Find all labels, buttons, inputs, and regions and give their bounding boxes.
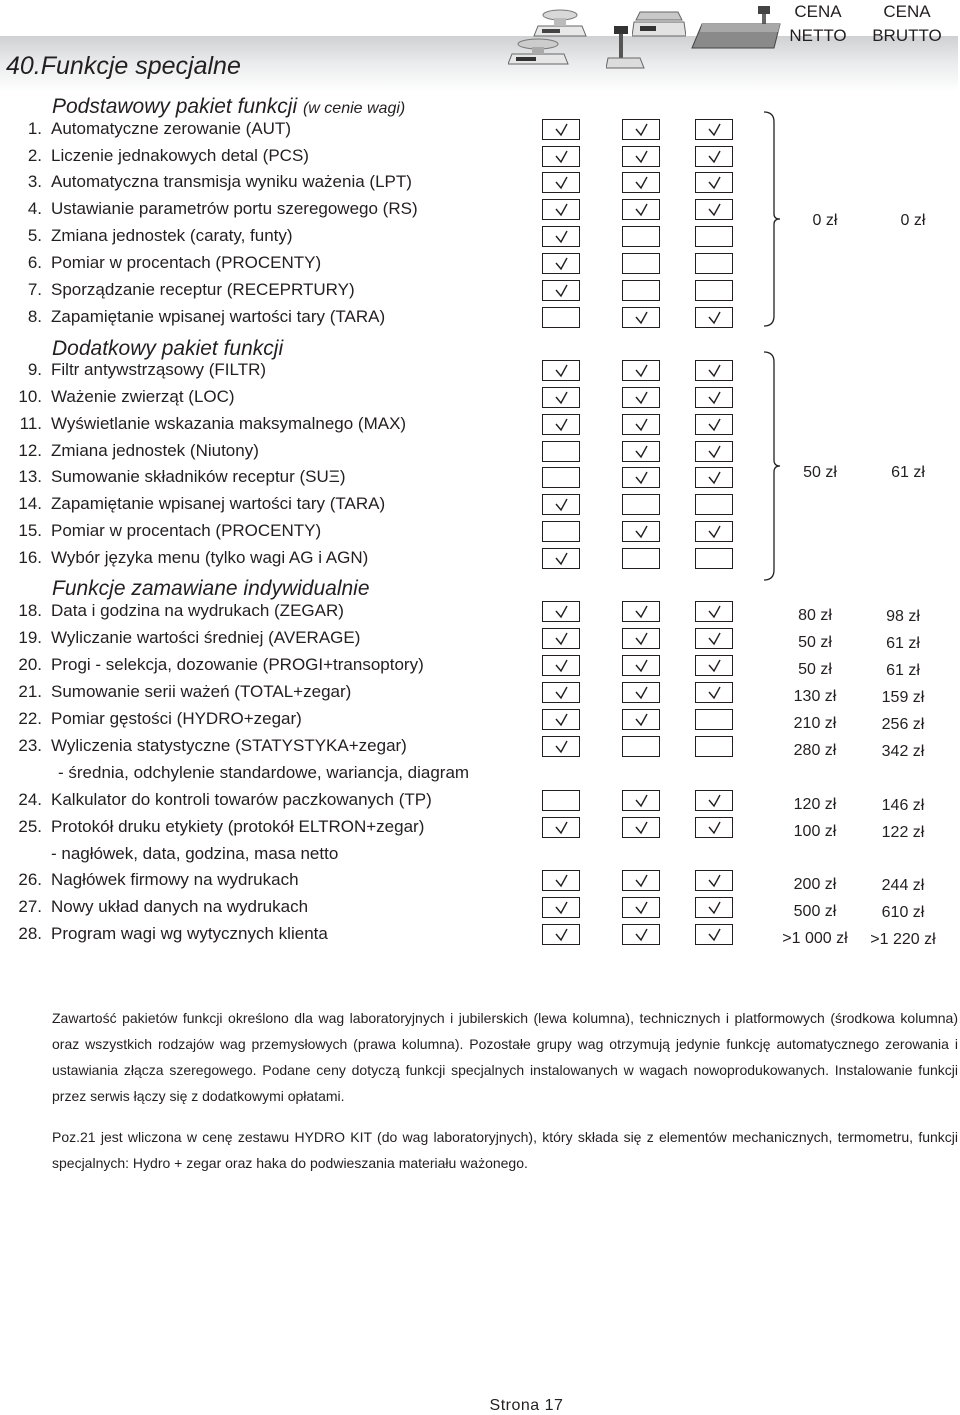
checkbox-col-1: [542, 628, 580, 649]
row-number: 27.: [18, 897, 42, 916]
row-net-price: 50 zł: [798, 634, 832, 651]
checkbox-col-1: [542, 521, 580, 542]
row-number: 19.: [18, 628, 42, 647]
row-net-price: 200 zł: [793, 876, 837, 893]
row-number: 2.: [27, 146, 42, 165]
checkbox-col-3: [695, 655, 733, 676]
checkbox-col-2: [622, 387, 660, 408]
row-label: Pomiar w procentach (PROCENTY): [51, 521, 322, 540]
laboratory-scale-icon: [532, 6, 588, 40]
row-label: Nagłówek firmowy na wydrukach: [51, 870, 299, 889]
checkbox-col-2: [622, 414, 660, 435]
check-icon: [708, 364, 722, 378]
checkbox-col-1: [542, 897, 580, 918]
header-gross-line-1: CENA: [883, 2, 931, 21]
row-net-price: 50 zł: [798, 661, 832, 678]
row-net-price: 280 zł: [793, 742, 837, 759]
row-gross-price: 61 zł: [886, 662, 920, 679]
row-number: 21.: [18, 682, 42, 701]
checkbox-col-1: [542, 146, 580, 167]
row-label: Zapamiętanie wpisanej wartości tary (TARA): [51, 307, 386, 326]
check-icon: [635, 605, 649, 619]
checkbox-col-3: [695, 709, 733, 730]
check-icon: [708, 821, 722, 835]
row-gross-price: >1 220 zł: [870, 931, 936, 948]
row-number: 8.: [27, 307, 42, 326]
section-custom-title: Funkcje zamawiane indywidualnie: [52, 577, 370, 600]
checkbox-col-1: [542, 790, 580, 811]
row-label: Filtr antywstrząsowy (FILTR): [51, 360, 267, 379]
row-label: Sumowanie serii ważeń (TOTAL+zegar): [51, 682, 352, 701]
checkbox-col-1: [542, 199, 580, 220]
check-icon: [555, 150, 569, 164]
checkbox-col-1: [542, 441, 580, 462]
row-label: Ustawianie parametrów portu szeregowego (RS): [51, 199, 418, 218]
column-scale-icon: [606, 22, 646, 72]
check-icon: [708, 659, 722, 673]
check-icon: [635, 123, 649, 137]
check-icon: [555, 821, 569, 835]
checkbox-col-3: [695, 897, 733, 918]
row-gross-price: 256 zł: [881, 716, 925, 733]
check-icon: [555, 713, 569, 727]
row-label: Wyświetlanie wskazania maksymalnego (MAX): [51, 414, 407, 433]
check-icon: [555, 364, 569, 378]
checkbox-col-1: [542, 548, 580, 569]
row-number: 7.: [27, 280, 42, 299]
checkbox-col-1: [542, 601, 580, 622]
row-net-price: 120 zł: [793, 796, 837, 813]
row-label: Ważenie zwierząt (LOC): [51, 387, 235, 406]
header-gross-line-2: BRUTTO: [872, 26, 942, 45]
row-label: Zmiana jednostek (caraty, funty): [51, 226, 293, 245]
check-icon: [555, 605, 569, 619]
checkbox-col-1: [542, 870, 580, 891]
checkbox-col-2: [622, 360, 660, 381]
row-number: 23.: [18, 736, 42, 755]
check-icon: [635, 445, 649, 459]
row-number: 26.: [18, 870, 42, 889]
row-gross-price: 61 zł: [886, 635, 920, 652]
check-icon: [708, 311, 722, 325]
row-number: 25.: [18, 817, 42, 836]
row-gross-price: 342 zł: [881, 743, 925, 760]
checkbox-col-1: [542, 467, 580, 488]
row-label: Protokół druku etykiety (protokół ELTRON+zegar): [51, 817, 425, 836]
row-label: Wyliczenia statystyczne (STATYSTYKA+zegar): [51, 736, 407, 755]
basic-net-price: 0 zł: [812, 212, 838, 229]
row-label: Pomiar gęstości (HYDRO+zegar): [51, 709, 302, 728]
row-number: 10.: [18, 387, 42, 406]
row-label: Wybór języka menu (tylko wagi AG i AGN): [51, 548, 369, 567]
checkbox-col-1: [542, 280, 580, 301]
label-print-subline: - nagłówek, data, godzina, masa netto: [51, 844, 339, 863]
row-label: Progi - selekcja, dozowanie (PROGI+transoptory): [51, 655, 424, 674]
check-icon: [708, 391, 722, 405]
row-label: Zapamiętanie wpisanej wartości tary (TARA): [51, 494, 386, 513]
checkbox-col-2: [622, 467, 660, 488]
checkbox-col-2: [622, 655, 660, 676]
page-title: 40.Funkcje specjalne: [6, 52, 241, 80]
row-number: 13.: [18, 467, 42, 486]
check-icon: [555, 257, 569, 271]
checkbox-col-3: [695, 307, 733, 328]
check-icon: [635, 901, 649, 915]
check-icon: [555, 391, 569, 405]
checkbox-col-2: [622, 709, 660, 730]
checkbox-col-3: [695, 467, 733, 488]
check-icon: [708, 525, 722, 539]
extra-gross-price: 61 zł: [891, 464, 925, 481]
check-icon: [635, 686, 649, 700]
row-gross-price: 244 zł: [881, 877, 925, 894]
checkbox-col-3: [695, 226, 733, 247]
check-icon: [635, 364, 649, 378]
checkbox-col-2: [622, 817, 660, 838]
checkbox-col-1: [542, 119, 580, 140]
check-icon: [635, 713, 649, 727]
row-label: Pomiar w procentach (PROCENTY): [51, 253, 322, 272]
check-icon: [635, 203, 649, 217]
checkbox-col-3: [695, 387, 733, 408]
header-net-line-1: CENA: [794, 2, 842, 21]
checkbox-col-2: [622, 601, 660, 622]
row-label: Liczenie jednakowych detal (PCS): [51, 146, 309, 165]
row-number: 1.: [27, 119, 42, 138]
checkbox-col-2: [622, 441, 660, 462]
checkbox-col-1: [542, 360, 580, 381]
checkbox-col-3: [695, 199, 733, 220]
checkbox-col-3: [695, 494, 733, 515]
row-number: 6.: [27, 253, 42, 272]
row-label: Sporządzanie receptur (RECEPRTURY): [51, 280, 355, 299]
checkbox-col-2: [622, 736, 660, 757]
row-label: Nowy układ danych na wydrukach: [51, 897, 309, 916]
checkbox-col-2: [622, 790, 660, 811]
checkbox-col-2: [622, 119, 660, 140]
row-net-price: 130 zł: [793, 688, 837, 705]
row-number: 14.: [18, 494, 42, 513]
checkbox-col-2: [622, 172, 660, 193]
checkbox-col-3: [695, 682, 733, 703]
header-net-price: [785, 0, 851, 48]
check-icon: [635, 150, 649, 164]
section-basic-note: (w cenie wagi): [302, 100, 406, 117]
extra-net-price: 50 zł: [803, 464, 837, 481]
checkbox-col-3: [695, 119, 733, 140]
check-icon: [555, 230, 569, 244]
check-icon: [708, 928, 722, 942]
row-number: 24.: [18, 790, 42, 809]
check-icon: [555, 659, 569, 673]
row-label: Automatyczna transmisja wyniku ważenia (LPT): [51, 172, 412, 191]
check-icon: [555, 686, 569, 700]
checkbox-col-3: [695, 736, 733, 757]
check-icon: [708, 203, 722, 217]
check-icon: [635, 176, 649, 190]
check-icon: [708, 150, 722, 164]
row-net-price: 80 zł: [798, 607, 832, 624]
checkbox-col-1: [542, 307, 580, 328]
check-icon: [555, 418, 569, 432]
check-icon: [635, 418, 649, 432]
analytical-balance-icon: [508, 36, 570, 68]
check-icon: [708, 901, 722, 915]
row-number: 12.: [18, 441, 42, 460]
row-number: 5.: [27, 226, 42, 245]
platform-scale-icon: [690, 4, 786, 56]
checkbox-col-3: [695, 790, 733, 811]
row-net-price: 500 zł: [793, 903, 837, 920]
check-icon: [555, 176, 569, 190]
header-gross-price: [866, 0, 948, 48]
footer-paragraph-1: Zawartość pakietów funkcji określono dla wag laboratoryjnych i jubilerskich (lewa kolumna), technicznych i platformowych (środkowa kolumna) oraz wszystkich rodzajów wag przemysłowych (prawa kolumna). Pozostałe grupy wag otrzymują jedynie funkcję automatycznego zerowania i ustawiania złącza szeregowego. Podane ceny dotyczą funkcji specjalnych instalowanych w wagach nowoprodukowanych. Instalowanie funkcji przez serwis łączy się z dodatkowymi opłatami.: [52, 1010, 958, 1104]
checkbox-col-1: [542, 226, 580, 247]
row-number: 28.: [18, 924, 42, 943]
checkbox-col-2: [622, 628, 660, 649]
row-net-price: 100 zł: [793, 823, 837, 840]
checkbox-col-1: [542, 655, 580, 676]
checkbox-col-1: [542, 414, 580, 435]
checkbox-col-2: [622, 199, 660, 220]
check-icon: [555, 552, 569, 566]
section-basic-title: [52, 95, 405, 119]
checkbox-col-3: [695, 146, 733, 167]
check-icon: [708, 686, 722, 700]
row-number: 3.: [27, 172, 42, 191]
check-icon: [635, 632, 649, 646]
row-gross-price: 159 zł: [881, 689, 925, 706]
check-icon: [635, 525, 649, 539]
checkbox-col-2: [622, 146, 660, 167]
row-gross-price: 98 zł: [886, 608, 920, 625]
checkbox-col-3: [695, 414, 733, 435]
section-basic-title-text: Podstawowy pakiet funkcji: [52, 95, 298, 118]
basic-gross-price: 0 zł: [900, 212, 926, 229]
checkbox-col-2: [622, 897, 660, 918]
checkbox-col-2: [622, 253, 660, 274]
row-label: Wyliczanie wartości średniej (AVERAGE): [51, 628, 361, 647]
footer-paragraph-2: Poz.21 jest wliczona w cenę zestawu HYDRO KIT (do wag laboratoryjnych), który składa się z elementów mechanicznych, termometru, funkcji specjalnych: Hydro + zegar oraz haka do podwieszania materiału ważonego.: [52, 1129, 958, 1171]
checkbox-col-2: [622, 548, 660, 569]
check-icon: [555, 498, 569, 512]
check-icon: [708, 632, 722, 646]
row-gross-price: 146 zł: [881, 797, 925, 814]
check-icon: [635, 659, 649, 673]
check-icon: [708, 794, 722, 808]
check-icon: [708, 123, 722, 137]
checkbox-col-3: [695, 360, 733, 381]
checkbox-col-3: [695, 280, 733, 301]
stats-subline: - średnia, odchylenie standardowe, wariancja, diagram: [58, 763, 470, 782]
checkbox-col-3: [695, 441, 733, 462]
header-net-line-2: NETTO: [789, 26, 847, 45]
checkbox-col-2: [622, 521, 660, 542]
checkbox-col-1: [542, 172, 580, 193]
checkbox-col-1: [542, 736, 580, 757]
checkbox-col-3: [695, 870, 733, 891]
checkbox-col-2: [622, 494, 660, 515]
check-icon: [555, 632, 569, 646]
check-icon: [708, 418, 722, 432]
check-icon: [708, 176, 722, 190]
check-icon: [708, 471, 722, 485]
checkbox-col-1: [542, 682, 580, 703]
checkbox-col-3: [695, 628, 733, 649]
row-gross-price: 122 zł: [881, 824, 925, 841]
check-icon: [708, 445, 722, 459]
row-gross-price: 610 zł: [881, 904, 925, 921]
check-icon: [555, 874, 569, 888]
checkbox-col-2: [622, 924, 660, 945]
checkbox-col-2: [622, 226, 660, 247]
check-icon: [555, 203, 569, 217]
row-number: 11.: [19, 414, 42, 433]
row-label: Data i godzina na wydrukach (ZEGAR): [51, 601, 344, 620]
checkbox-col-3: [695, 548, 733, 569]
checkbox-col-2: [622, 307, 660, 328]
row-net-price: >1 000 zł: [782, 930, 848, 947]
footer-note-2: [52, 1124, 958, 1176]
checkbox-col-3: [695, 924, 733, 945]
row-number: 20.: [18, 655, 42, 674]
check-icon: [635, 311, 649, 325]
section-extra-title: Dodatkowy pakiet funkcji: [52, 337, 284, 360]
checkbox-col-2: [622, 682, 660, 703]
row-number: 9.: [27, 360, 42, 379]
checkbox-col-3: [695, 817, 733, 838]
row-number: 4.: [27, 199, 42, 218]
checkbox-col-1: [542, 817, 580, 838]
checkbox-col-1: [542, 924, 580, 945]
page-number: Strona 17: [489, 1397, 564, 1414]
check-icon: [555, 284, 569, 298]
row-label: Program wagi wg wytycznych klienta: [51, 924, 328, 943]
check-icon: [635, 794, 649, 808]
check-icon: [635, 391, 649, 405]
checkbox-col-2: [622, 870, 660, 891]
row-number: 22.: [18, 709, 42, 728]
checkbox-col-3: [695, 253, 733, 274]
row-label: Automatyczne zerowanie (AUT): [51, 119, 291, 138]
footer-note: [52, 1005, 958, 1109]
row-number: 15.: [18, 521, 42, 540]
check-icon: [635, 874, 649, 888]
row-label: Sumowanie składników receptur (SUΞ): [51, 467, 346, 486]
check-icon: [555, 123, 569, 137]
check-icon: [708, 605, 722, 619]
checkbox-col-2: [622, 280, 660, 301]
check-icon: [635, 928, 649, 942]
row-label: Zmiana jednostek (Niutony): [51, 441, 259, 460]
checkbox-col-1: [542, 387, 580, 408]
check-icon: [555, 901, 569, 915]
row-number: 16.: [18, 548, 42, 567]
check-icon: [708, 874, 722, 888]
checkbox-col-1: [542, 709, 580, 730]
check-icon: [635, 471, 649, 485]
check-icon: [555, 740, 569, 754]
row-label: Kalkulator do kontroli towarów paczkowanych (TP): [51, 790, 432, 809]
checkbox-col-3: [695, 601, 733, 622]
checkbox-col-1: [542, 494, 580, 515]
check-icon: [635, 821, 649, 835]
checkbox-col-3: [695, 172, 733, 193]
row-number: 18.: [18, 601, 42, 620]
checkbox-col-3: [695, 521, 733, 542]
check-icon: [555, 928, 569, 942]
row-net-price: 210 zł: [793, 715, 837, 732]
checkbox-col-1: [542, 253, 580, 274]
